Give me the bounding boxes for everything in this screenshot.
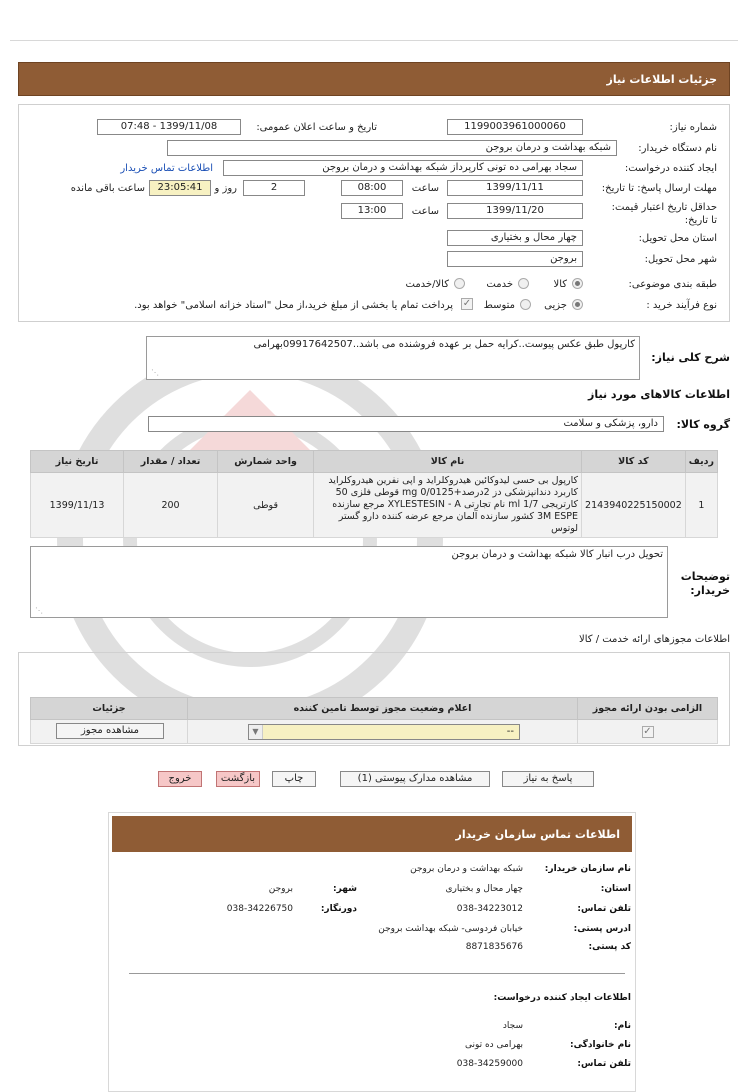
contact-province-label: استان:: [600, 884, 631, 894]
announce-field: 1399/11/08 - 07:48: [97, 119, 241, 135]
category-goods-service-radio-icon[interactable]: [454, 278, 465, 289]
creator-family-label: نام خانوادگی:: [569, 1040, 631, 1050]
announce-label: تاریخ و ساعت اعلان عمومی:: [256, 122, 377, 133]
contact-city-value: بروجن: [268, 884, 293, 894]
permit-checkbox-icon: ✓: [643, 725, 652, 737]
category-service-radio-icon[interactable]: [518, 278, 529, 289]
buyer-contact-link[interactable]: اطلاعات تماس خریدار: [120, 163, 213, 174]
creator-phone-value: 038-34259000: [456, 1059, 523, 1069]
goods-section-title: اطلاعات کالاهای مورد نیاز: [588, 388, 730, 401]
remaining-time-field: 23:05:41: [149, 180, 211, 196]
col-unit: واحد شمارش: [218, 451, 314, 473]
attachments-button[interactable]: مشاهده مدارک پیوستی (1): [340, 771, 490, 787]
contact-city-label: شهر:: [333, 884, 357, 894]
goods-table-header: [31, 451, 718, 473]
creator-name-value: سجاد: [502, 1021, 523, 1031]
top-divider: [10, 40, 738, 41]
col-row: ردیف: [685, 451, 717, 473]
payment-note: پرداخت تمام یا بخشی از مبلغ خرید،از محل "اسناد خزانه اسلامی" خواهد بود.: [134, 300, 453, 311]
back-button[interactable]: بازگشت: [216, 771, 260, 787]
days-field: 2: [243, 180, 305, 196]
creator-title: اطلاعات ایجاد کننده درخواست:: [493, 993, 631, 1003]
buyer-org-field: شبکه بهداشت و درمان بروجن: [167, 140, 617, 156]
category-service-label: خدمت: [486, 279, 513, 290]
validity-time-field: 13:00: [341, 203, 403, 219]
requester-label: ایجاد کننده درخواست:: [624, 163, 717, 174]
city-field: بروجن: [447, 251, 583, 267]
contact-postal-label: کد پستی:: [588, 942, 631, 952]
category-goods-radio-icon[interactable]: [572, 278, 583, 289]
col-name: نام کالا: [314, 451, 582, 473]
contact-address-value: خیابان فردوسی- شبکه بهداشت بروجن: [378, 924, 523, 934]
cell-row: 1: [685, 473, 717, 538]
province-field: چهار محال و بختیاری: [447, 230, 583, 246]
process-label: نوع فرآیند خرید :: [646, 300, 717, 311]
contact-fax-label: دورنگار:: [320, 904, 357, 914]
city-label: شهر محل تحویل:: [644, 254, 717, 265]
buyer-contact-panel: [108, 812, 636, 1092]
page-title: جزئیات اطلاعات نیاز: [606, 73, 717, 86]
contact-title: اطلاعات تماس سازمان خریدار: [455, 828, 620, 841]
col-date: تاریخ نیاز: [31, 451, 124, 473]
contact-fax-value: 038-34226750: [226, 904, 293, 914]
exit-button[interactable]: خروج: [158, 771, 202, 787]
buyer-notes-text: تحویل درب انبار کالا شبکه بهداشت و درمان بروجن: [451, 549, 663, 560]
goods-group-field: دارو، پزشکی و سلامت: [148, 416, 664, 432]
category-goods-label: کالا: [553, 279, 567, 290]
permit-required-cell: [578, 720, 718, 744]
creator-name-label: نام:: [614, 1021, 631, 1031]
col-code: کد کالا: [582, 451, 686, 473]
permits-title: اطلاعات مجوزهای ارائه خدمت / کالا: [579, 634, 730, 645]
reply-button[interactable]: پاسخ به نیاز: [502, 771, 594, 787]
col-permit-details: جزئیات: [31, 698, 188, 720]
table-row: [31, 473, 718, 538]
dropdown-arrow-icon[interactable]: ▼: [249, 725, 263, 739]
category-label: طبقه بندی موضوعی:: [628, 279, 717, 290]
col-permit-status: اعلام وضعیت مجوز توسط تامین کننده: [188, 698, 578, 720]
validity-label: حداقل تاریخ اعتبار قیمت: تا تاریخ:: [611, 202, 717, 226]
view-permit-button[interactable]: مشاهده مجوز: [56, 723, 164, 739]
buyer-notes-textarea: [30, 546, 668, 618]
goods-group-label: گروه کالا:: [676, 418, 730, 431]
process-partial-label: جزیی: [544, 300, 567, 311]
contact-org-value: شبکه بهداشت و درمان بروجن: [410, 864, 523, 874]
buyer-org-label: نام دستگاه خریدار:: [638, 143, 717, 154]
deadline-time-label: ساعت: [411, 183, 439, 194]
resize-grip-icon: ⋰: [35, 606, 43, 615]
goods-table: [30, 450, 718, 538]
process-partial-radio-icon[interactable]: [572, 299, 583, 310]
contact-province-value: چهار محال و بختیاری: [445, 884, 523, 894]
description-label: شرح کلی نیاز:: [651, 351, 730, 364]
validity-date-field: 1399/11/20: [447, 203, 583, 219]
permit-status-select[interactable]: [248, 724, 520, 740]
need-details-panel: [18, 104, 730, 322]
contact-address-label: ادرس پستی:: [573, 924, 631, 934]
permits-header: [31, 698, 718, 720]
need-number-label: شماره نیاز:: [669, 122, 717, 133]
contact-org-label: نام سازمان خریدار:: [544, 864, 631, 874]
buyer-notes-label: توضیحات خریدار:: [680, 570, 730, 597]
deadline-date-field: 1399/11/11: [447, 180, 583, 196]
cell-qty: 200: [124, 473, 218, 538]
col-qty: تعداد / مقدار: [124, 451, 218, 473]
creator-family-value: بهرامی ده تونی: [464, 1040, 523, 1050]
cell-name: کارپول بی حسی لیدوکائین هیدروکلراید و اپی نفرین هیدروکلراید کاربرد دندانپزشکی دز 2درصد+mg 0/0125 قوطی فلزی 50 کارتریجی ml 1/7 نام تجارتی XYLESTESIN - A مرجع سازنده 3M ESPE کشور سازنده آلمان مرجع عرضه کننده دارو گستر لوتوس: [314, 473, 582, 538]
description-textarea: [146, 336, 640, 380]
contact-postal-value: 8871835676: [465, 942, 523, 952]
deadline-label: مهلت ارسال پاسخ: تا تاریخ:: [601, 183, 717, 194]
need-number-field: 1199003961000060: [447, 119, 583, 135]
description-text: کارپول طبق عکس پیوست..کرایه حمل بر عهده فروشنده می باشد..09917642507بهرامی: [253, 339, 635, 350]
contact-header: [112, 816, 632, 852]
cell-unit: قوطی: [218, 473, 314, 538]
contact-phone-label: تلفن تماس:: [577, 904, 631, 914]
creator-phone-label: تلفن تماس:: [577, 1059, 631, 1069]
category-goods-service-label: کالا/خدمت: [405, 279, 449, 290]
validity-time-label: ساعت: [411, 206, 439, 217]
contact-phone-value: 038-34223012: [456, 904, 523, 914]
permit-status-value: --: [506, 726, 514, 737]
page-header: [18, 62, 730, 96]
deadline-time-field: 08:00: [341, 180, 403, 196]
print-button[interactable]: چاپ: [272, 771, 316, 787]
process-medium-radio-icon[interactable]: [520, 299, 531, 310]
remaining-label: ساعت باقی مانده: [70, 183, 145, 194]
requester-field: سجاد بهرامی ده تونی کارپرداز شبکه بهداشت و درمان بروجن: [223, 160, 583, 176]
cell-code: 2143940225150002: [582, 473, 686, 538]
resize-grip-icon: ⋰: [151, 368, 159, 377]
cell-date: 1399/11/13: [31, 473, 124, 538]
days-label: روز و: [214, 183, 237, 194]
process-medium-label: متوسط: [483, 300, 515, 311]
contact-divider: [129, 973, 625, 974]
col-permit-required: الزامی بودن ارائه مجوز: [578, 698, 718, 720]
province-label: استان محل تحویل:: [638, 233, 717, 244]
payment-checkbox-icon[interactable]: ✓: [462, 298, 472, 309]
